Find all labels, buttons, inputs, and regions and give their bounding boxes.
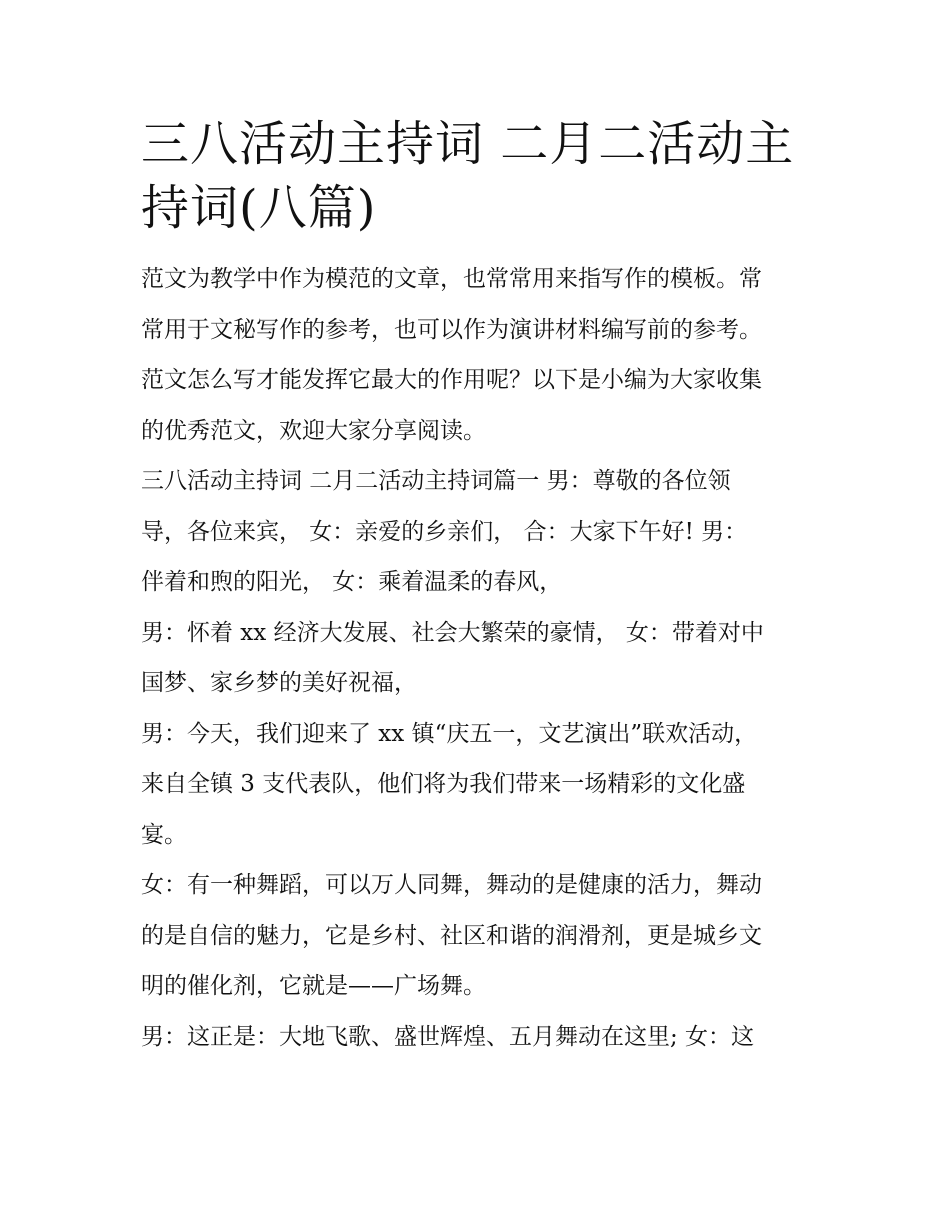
paragraph-intro <box>141 254 811 456</box>
text-line: 三八活动主持词 二月二活动主持词篇一 男：尊敬的各位领 <box>141 468 731 494</box>
document-body <box>141 112 811 1062</box>
text-line: 男：怀着 xx 经济大发展、社会大繁荣的豪情， 女：带着对中 <box>141 619 764 646</box>
text-line: 的优秀范文，欢迎大家分享阅读。 <box>141 417 486 444</box>
paragraph-dialogue <box>141 608 811 709</box>
page-title <box>141 112 811 240</box>
text-line: 伴着和煦的阳光， 女：乘着温柔的春风， <box>141 569 563 595</box>
text-line: 女：有一种舞蹈，可以万人同舞，舞动的是健康的活力，舞动 <box>141 872 762 898</box>
text-line: 男：今天，我们迎来了 xx 镇“庆五一，文艺演出”联欢活动， <box>141 720 758 747</box>
text-line: 的是自信的魅力，它是乡村、社区和谐的润滑剂，更是城乡文 <box>141 922 762 949</box>
paragraph-dialogue <box>141 860 811 1012</box>
title-line: 三八活动主持词 二月二活动主 <box>141 116 795 172</box>
text-line: 来自全镇 3 支代表队，他们将为我们带来一场精彩的文化盛 <box>141 771 746 797</box>
paragraph-opening <box>141 456 811 608</box>
text-line: 国梦、家乡梦的美好祝福， <box>141 670 417 696</box>
text-line: 男：这正是：大地飞歌、盛世辉煌、五月舞动在这里; 女：这 <box>141 1023 755 1050</box>
title-line: 持词(八篇) <box>141 180 377 236</box>
text-line: 常用于文秘写作的参考，也可以作为演讲材料编写前的参考。 <box>141 316 762 343</box>
text-line: 范文怎么写才能发挥它最大的作用呢？以下是小编为大家收集 <box>141 367 762 393</box>
text-line: 明的催化剂，它就是——广场舞。 <box>141 973 486 999</box>
text-line: 范文为教学中作为模范的文章，也常常用来指写作的模板。常 <box>141 266 762 292</box>
text-line: 宴。 <box>141 821 187 848</box>
text-line: 导，各位来宾， 女：亲爱的乡亲们， 合：大家下午好! 男： <box>141 518 748 545</box>
paragraph-dialogue <box>141 1012 811 1063</box>
paragraph-dialogue <box>141 709 811 861</box>
